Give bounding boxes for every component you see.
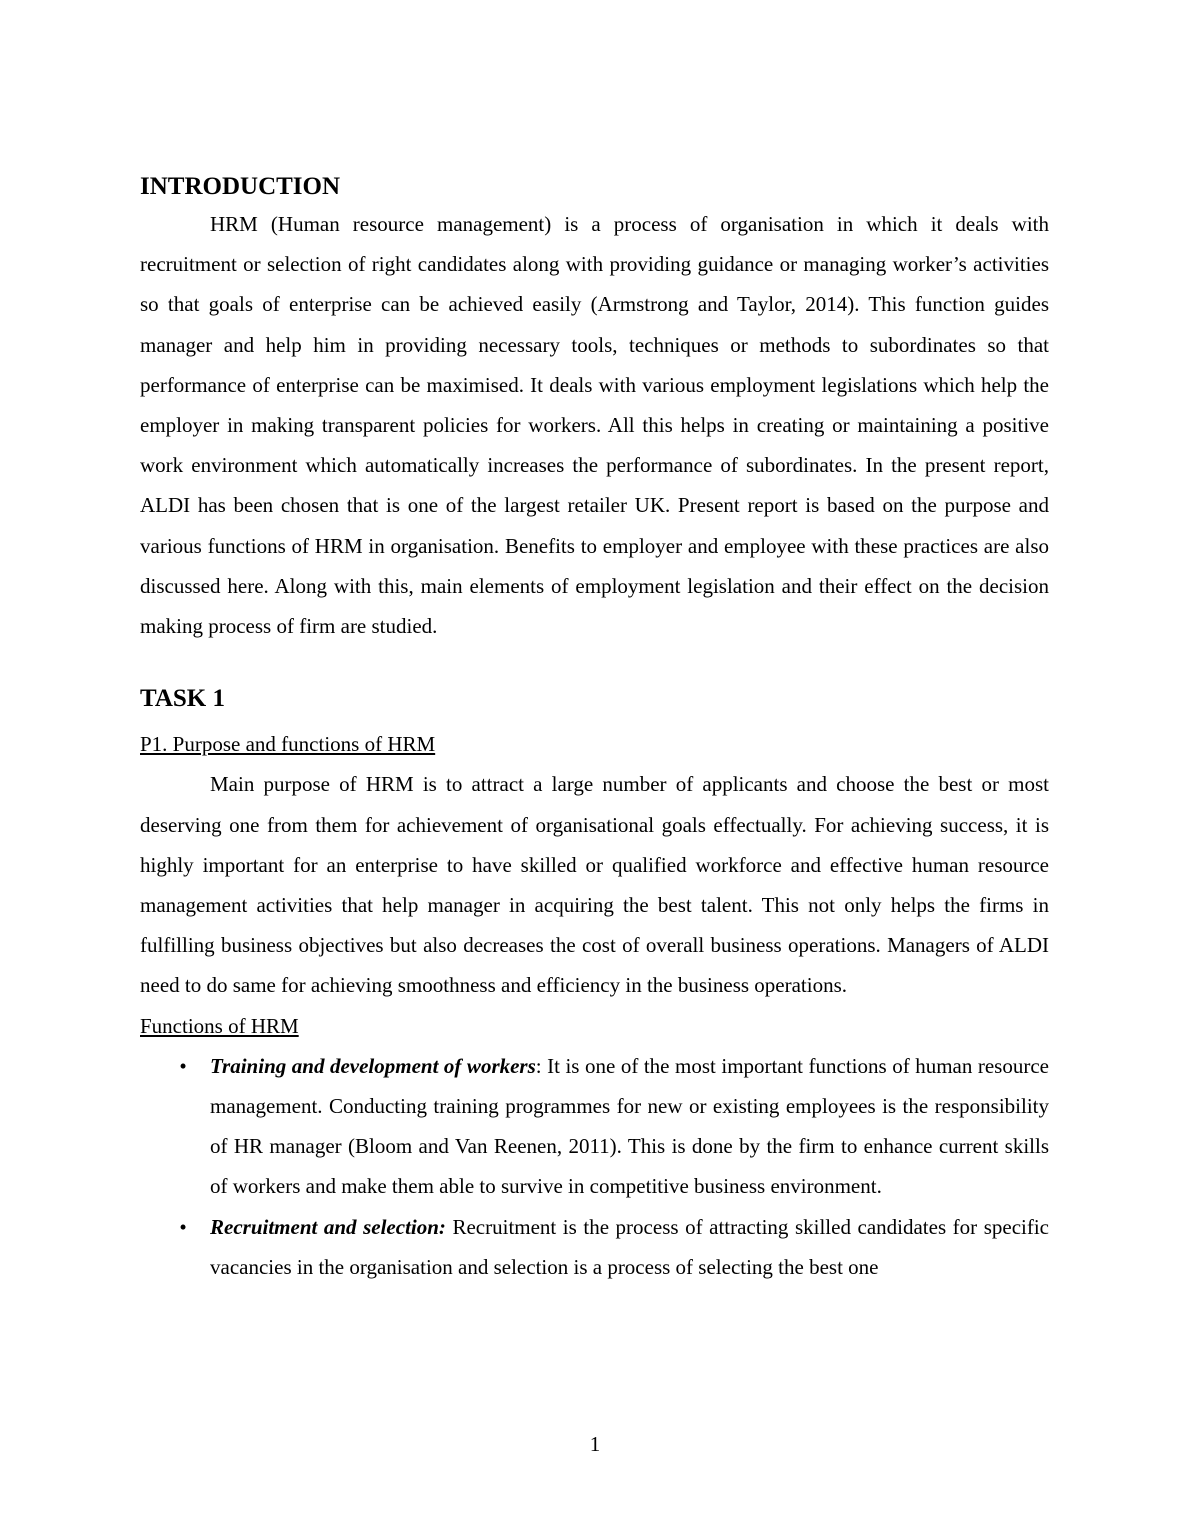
bullet-icon: • xyxy=(179,1053,187,1078)
function-separator: : xyxy=(535,1053,542,1078)
page-number: 1 xyxy=(589,1432,601,1456)
bullet-icon: • xyxy=(179,1214,187,1239)
task1-heading: TASK 1 xyxy=(140,685,225,713)
introduction-paragraph: HRM (Human resource management) is a process of organisation in which it deals with recruitment or selection of right candidates along with providing guidance or managing worker’s activities so that goals of enterprise can be achieved easily (Armstrong and Taylor, 2014). This function guides manager and help him in providing necessary tools, techniques or methods to subordinates so that performance of enterprise can be maximised. It deals with various employment legislations which help the employer in making transparent policies for workers. All this helps in creating or maintaining a positive work environment which automatically increases the performance of subordinates. In the present report, ALDI has been chosen that is one of the largest retailer UK. Present report is based on the purpose and various functions of HRM in organisation. Benefits to employer and employee with these practices are also discussed here. Along with this, main elements of employment legislation and their effect on the decision making process of firm are studied. xyxy=(140,212,1049,639)
p1-paragraph: Main purpose of HRM is to attract a large number of applicants and choose the best or most deserving one from them for achievement of organisational goals effectually. For achieving success, it is highly important for an enterprise to have skilled or qualified workforce and effective human resource management activities that help manager in acquiring the best talent. This not only helps the firms in fulfilling business objectives but also decreases the cost of overall business operations. Managers of ALDI need to do same for achieving smoothness and efficiency in the business operations. xyxy=(140,772,1049,998)
list-item xyxy=(140,1046,1049,1207)
p1-subheading: P1. Purpose and functions of HRM xyxy=(140,732,436,757)
function-text: It is one of the most important functions of human resource management. Conducting training programmes for new or existing employees is the responsibility of HR manager (Bloom and Van Reenen, 2011). This is done by the firm to enhance current skills of workers and make them able to survive in competitive business environment. xyxy=(210,1053,1049,1199)
function-text: Recruitment is the process of attracting skilled candidates for specific vacancies in the organisation and selection is a process of selecting the best one xyxy=(210,1214,1049,1279)
introduction-heading: INTRODUCTION xyxy=(140,173,341,200)
list-item xyxy=(140,1207,1049,1287)
functions-list xyxy=(140,1046,1049,1287)
functions-subheading: Functions of HRM xyxy=(140,1013,299,1038)
function-title: Recruitment and selection: xyxy=(210,1214,446,1239)
function-title: Training and development of workers xyxy=(210,1053,536,1078)
page-content xyxy=(140,170,1049,1287)
